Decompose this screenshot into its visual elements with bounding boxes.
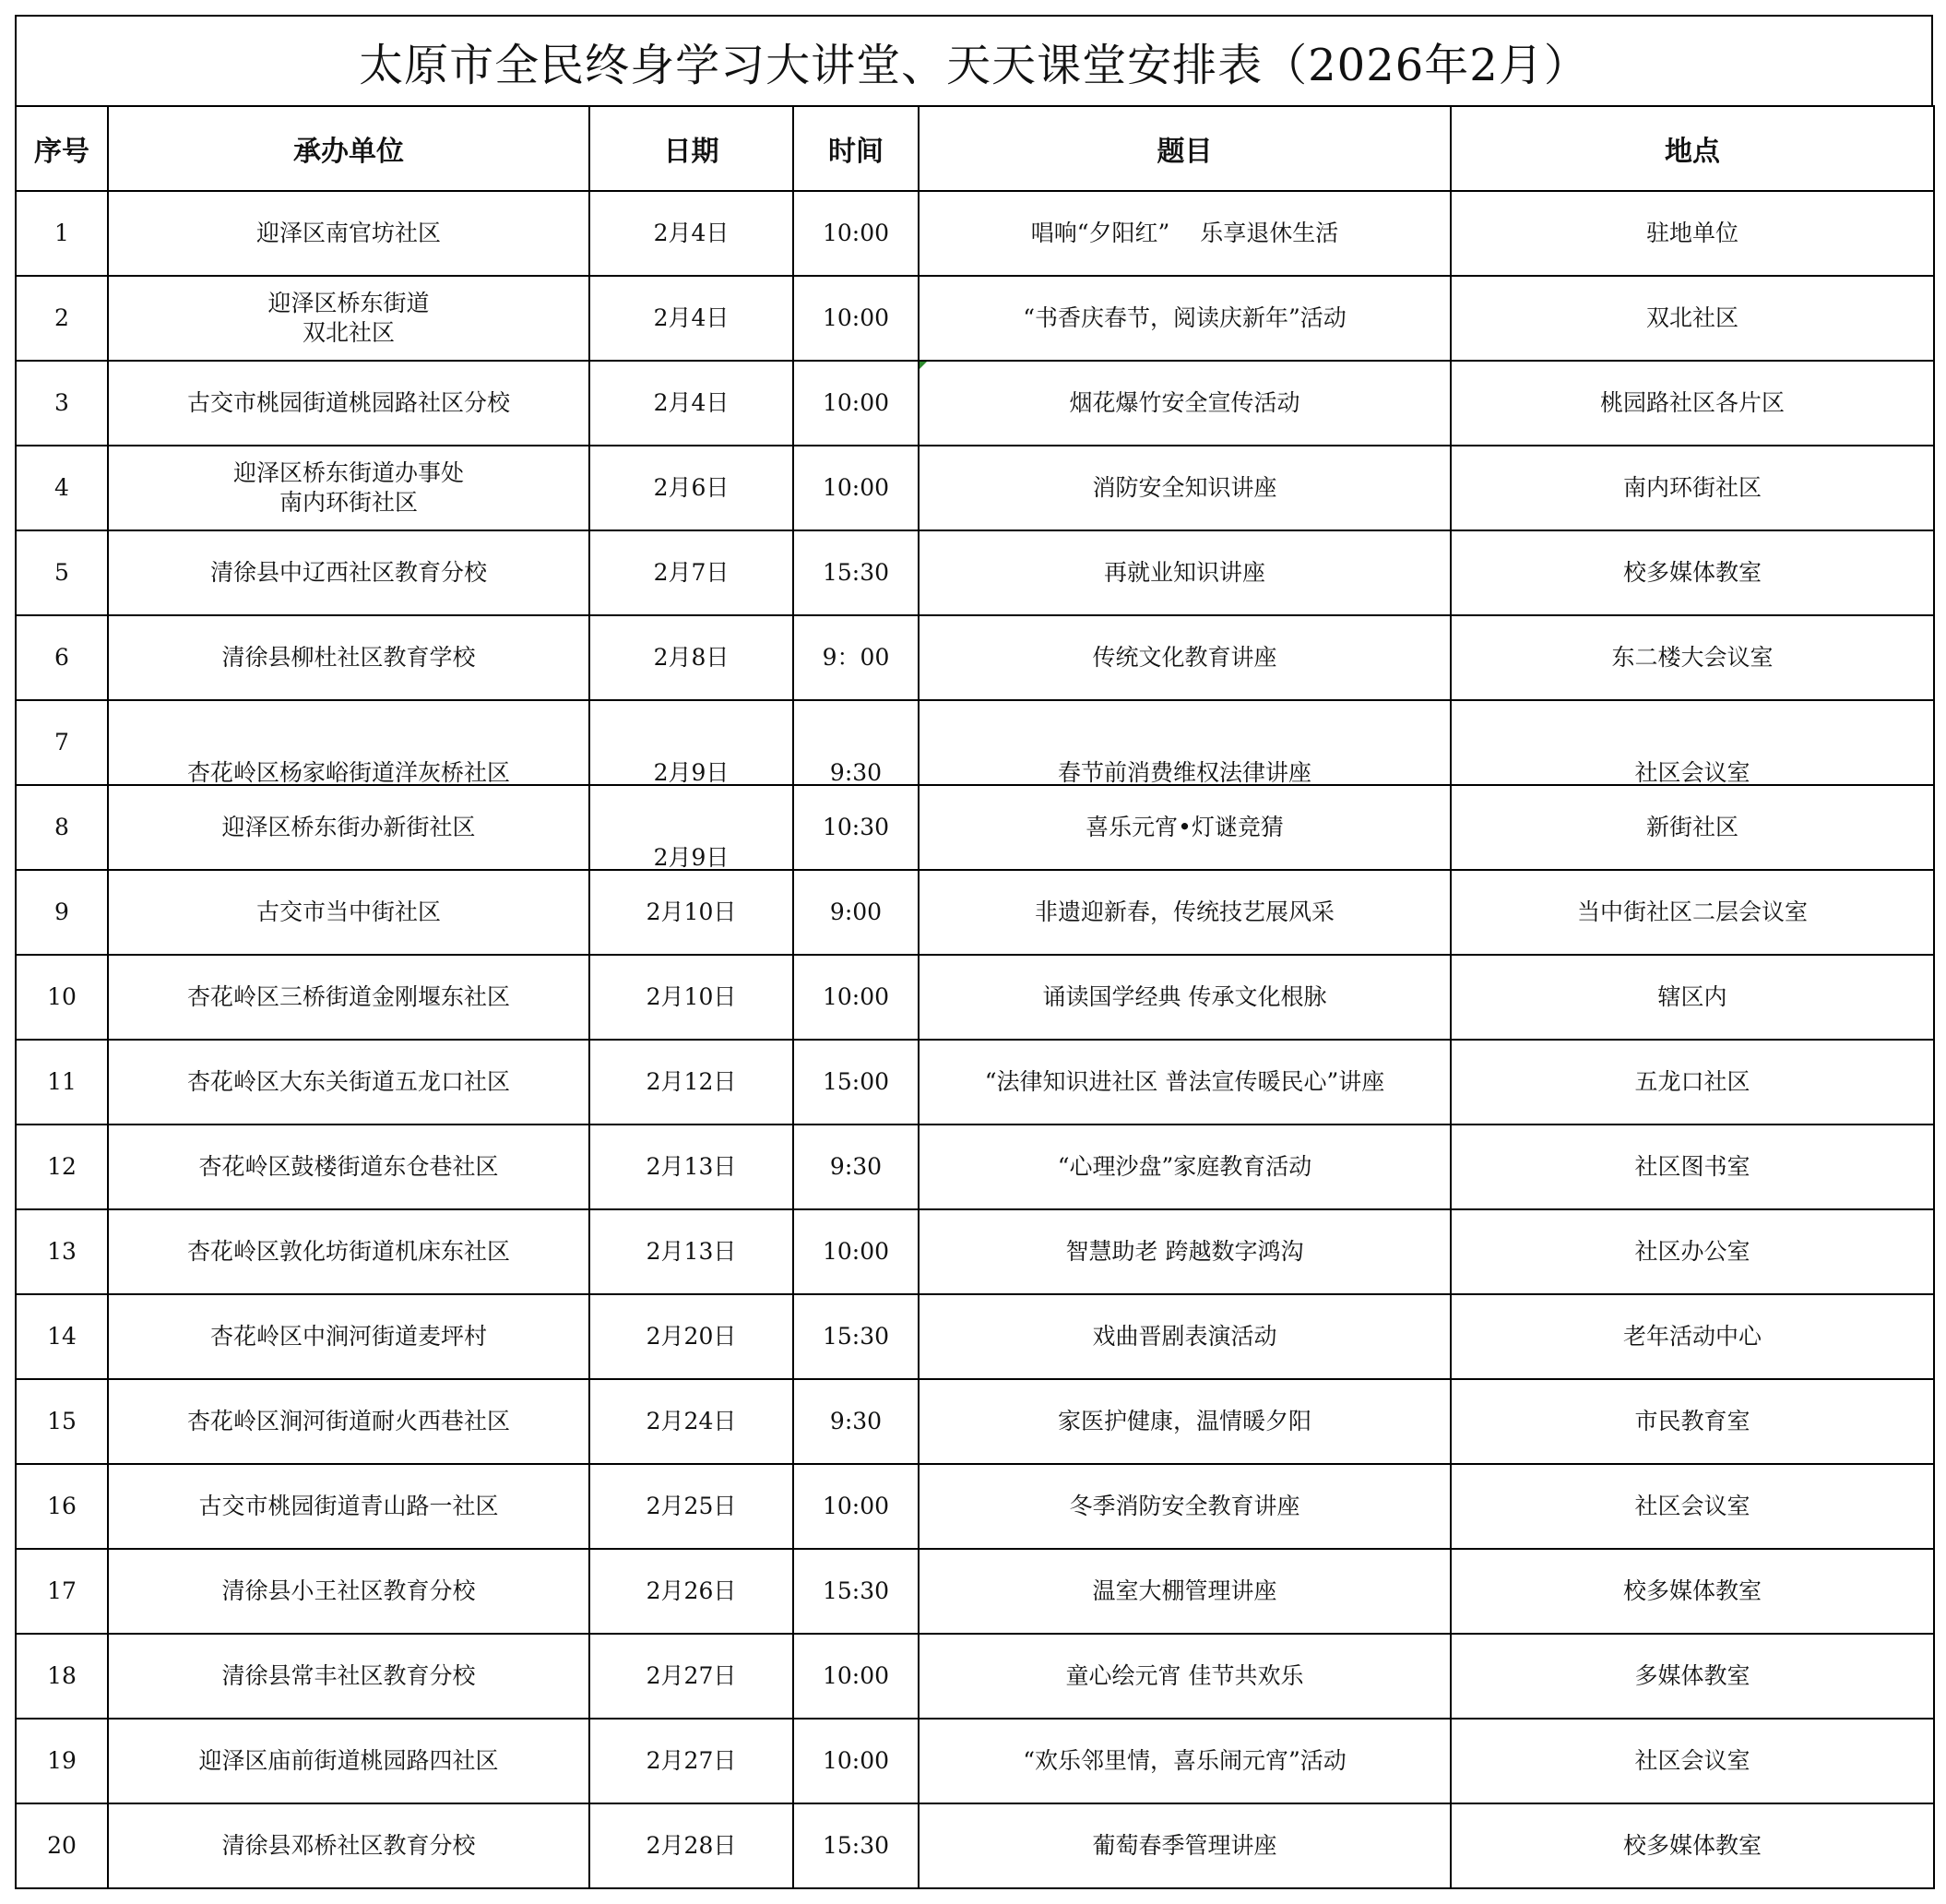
cell-no-text: 19 (47, 1747, 77, 1774)
table-header (16, 106, 1934, 191)
cell-location-text: 桃园路社区各片区 (1599, 389, 1785, 416)
cell-topic-text: 戏曲晋剧表演活动 (1092, 1323, 1277, 1350)
cell-no-text: 2 (54, 304, 69, 331)
cell-topic (919, 1634, 1451, 1719)
cell-location (1451, 1549, 1934, 1634)
cell-topic-text: “欢乐邻里情，喜乐闹元宵”活动 (1023, 1747, 1347, 1774)
cell-topic-text: 温室大棚管理讲座 (1092, 1577, 1277, 1604)
cell-comment-marker-icon (920, 362, 927, 369)
cell-org (108, 1040, 589, 1125)
cell-org-text: 古交市桃园街道青山路一社区 (198, 1493, 499, 1519)
header-row (16, 106, 1934, 191)
cell-time (793, 785, 919, 870)
cell-date (589, 530, 793, 615)
table-row (16, 1294, 1934, 1379)
table-row (16, 870, 1934, 955)
cell-time-text: 10:30 (822, 814, 890, 840)
cell-date-text: 2月13日 (646, 1238, 737, 1265)
cell-time (793, 1634, 919, 1719)
cell-location-text: 东二楼大会议室 (1611, 644, 1774, 671)
cell-date-text: 2月8日 (653, 644, 730, 671)
cell-date (589, 700, 793, 785)
cell-time-text: 10:00 (822, 983, 890, 1010)
cell-org (108, 785, 589, 870)
table-row (16, 615, 1934, 700)
cell-location (1451, 870, 1934, 955)
table-row (16, 530, 1934, 615)
cell-time (793, 1549, 919, 1634)
cell-location-text: 五龙口社区 (1634, 1068, 1750, 1095)
cell-topic (919, 870, 1451, 955)
cell-no-text: 20 (47, 1832, 77, 1859)
cell-location-text: 双北社区 (1645, 304, 1738, 331)
cell-no (16, 1125, 108, 1209)
cell-no-text: 11 (47, 1068, 77, 1095)
cell-org-text: 杏花岭区中涧河街道麦坪村 (209, 1323, 487, 1350)
cell-date-text: 2月24日 (646, 1408, 737, 1434)
cell-date (589, 1803, 793, 1888)
cell-topic (919, 615, 1451, 700)
cell-date-text: 2月13日 (646, 1153, 737, 1180)
cell-no-text: 6 (54, 644, 69, 671)
cell-topic (919, 191, 1451, 276)
cell-topic-text: “心理沙盘”家庭教育活动 (1057, 1153, 1312, 1180)
cell-org (108, 530, 589, 615)
cell-location (1451, 955, 1934, 1040)
cell-topic (919, 1125, 1451, 1209)
table-row (16, 361, 1934, 446)
cell-date (589, 1040, 793, 1125)
cell-org-text: 迎泽区南官坊社区 (255, 220, 441, 246)
cell-org-text: 杏花岭区大东关街道五龙口社区 (186, 1068, 510, 1095)
cell-date-text: 2月9日 (653, 844, 730, 870)
cell-org-text: 迎泽区桥东街办新街社区 (221, 814, 476, 840)
cell-topic-text: 再就业知识讲座 (1103, 559, 1265, 586)
cell-topic-text: 非遗迎新春，传统技艺展风采 (1034, 898, 1335, 925)
cell-time-text: 15:30 (822, 1832, 890, 1859)
cell-topic (919, 1719, 1451, 1803)
table-row (16, 1464, 1934, 1549)
cell-time (793, 446, 919, 530)
cell-time-text: 9:00 (829, 898, 883, 925)
cell-time (793, 1379, 919, 1464)
table-row (16, 446, 1934, 530)
cell-date-text: 2月7日 (653, 559, 730, 586)
cell-org-text: 迎泽区庙前街道桃园路四社区 (198, 1747, 499, 1774)
cell-no (16, 1294, 108, 1379)
cell-no-text: 7 (54, 729, 69, 756)
cell-location-text: 校多媒体教室 (1622, 1832, 1762, 1859)
cell-location (1451, 700, 1934, 785)
cell-date (589, 870, 793, 955)
cell-date (589, 955, 793, 1040)
table-row (16, 955, 1934, 1040)
table-row (16, 1719, 1934, 1803)
cell-topic (919, 955, 1451, 1040)
cell-org (108, 615, 589, 700)
cell-location-text: 校多媒体教室 (1622, 559, 1762, 586)
cell-location (1451, 1803, 1934, 1888)
header-org: 承办单位 (108, 106, 589, 191)
cell-location-text: 当中街社区二层会议室 (1576, 898, 1808, 925)
cell-org (108, 955, 589, 1040)
table-row (16, 1549, 1934, 1634)
cell-topic (919, 700, 1451, 785)
cell-time-text: 9：00 (822, 644, 890, 671)
cell-date-text: 2月26日 (646, 1577, 737, 1604)
cell-location (1451, 1719, 1934, 1803)
cell-org (108, 1634, 589, 1719)
table-row (16, 1209, 1934, 1294)
cell-no-text: 17 (47, 1577, 77, 1604)
cell-location (1451, 191, 1934, 276)
cell-no-text: 10 (47, 983, 77, 1010)
header-location: 地点 (1451, 106, 1934, 191)
table-body (16, 191, 1934, 1888)
cell-location (1451, 1209, 1934, 1294)
cell-no (16, 785, 108, 870)
cell-org-text: 清徐县小王社区教育分校 (221, 1577, 476, 1604)
cell-date (589, 1549, 793, 1634)
cell-time-text: 10:00 (822, 304, 890, 331)
header-no: 序号 (16, 106, 108, 191)
cell-location-text: 校多媒体教室 (1622, 1577, 1762, 1604)
cell-topic-text: 唱响“夕阳红” 乐享退休生活 (1030, 220, 1339, 246)
cell-location-text: 老年活动中心 (1622, 1323, 1762, 1350)
cell-no-text: 13 (47, 1238, 77, 1265)
cell-time-text: 9:30 (829, 1153, 883, 1180)
cell-date-text: 2月27日 (646, 1747, 737, 1774)
cell-time (793, 955, 919, 1040)
cell-time-text: 10:00 (822, 1662, 890, 1689)
cell-time (793, 700, 919, 785)
cell-date-text: 2月9日 (653, 759, 730, 785)
cell-org (108, 1209, 589, 1294)
cell-time-text: 15:00 (822, 1068, 890, 1095)
cell-topic-text: 葡萄春季管理讲座 (1092, 1832, 1277, 1859)
cell-no (16, 1634, 108, 1719)
cell-location-text: 多媒体教室 (1634, 1662, 1750, 1689)
cell-location (1451, 361, 1934, 446)
cell-date (589, 446, 793, 530)
cell-no-text: 9 (54, 898, 69, 925)
cell-no (16, 1379, 108, 1464)
cell-location-text: 社区会议室 (1634, 759, 1750, 785)
cell-topic-text: 童心绘元宵 佳节共欢乐 (1065, 1662, 1304, 1689)
cell-no-text: 8 (54, 814, 69, 840)
cell-no-text: 5 (54, 559, 69, 586)
cell-no-text: 1 (54, 220, 69, 246)
cell-location-text: 南内环街社区 (1622, 474, 1762, 501)
cell-location-text: 辖区内 (1657, 983, 1727, 1010)
cell-no (16, 955, 108, 1040)
cell-date-text: 2月4日 (653, 389, 730, 416)
cell-topic (919, 1464, 1451, 1549)
cell-location (1451, 276, 1934, 361)
cell-org-text: 清徐县邓桥社区教育分校 (221, 1832, 476, 1859)
cell-no (16, 1549, 108, 1634)
cell-time (793, 361, 919, 446)
cell-time (793, 1464, 919, 1549)
table-row (16, 1125, 1934, 1209)
cell-time-text: 9:30 (829, 1408, 883, 1434)
cell-no (16, 446, 108, 530)
cell-location-text: 社区办公室 (1634, 1238, 1750, 1265)
cell-no-text: 4 (54, 474, 69, 501)
cell-no-text: 18 (47, 1662, 77, 1689)
cell-topic-text: 家医护健康，温情暖夕阳 (1057, 1408, 1311, 1434)
cell-time (793, 1209, 919, 1294)
cell-topic-text: 诵读国学经典 传承文化根脉 (1042, 983, 1327, 1010)
table-row (16, 1040, 1934, 1125)
page-title: 太原市全民终身学习大讲堂、天天课堂安排表（2026年2月） (15, 15, 1933, 105)
cell-date-text: 2月28日 (646, 1832, 737, 1859)
cell-org-text: 古交市当中街社区 (255, 898, 441, 925)
cell-location-text: 新街社区 (1645, 814, 1738, 840)
cell-org-text: 杏花岭区敦化坊街道机床东社区 (186, 1238, 510, 1265)
cell-org-text: 迎泽区桥东街道 双北社区 (267, 290, 430, 346)
cell-location (1451, 1634, 1934, 1719)
cell-time (793, 1040, 919, 1125)
cell-org-text: 清徐县常丰社区教育分校 (221, 1662, 476, 1689)
cell-topic-text: 智慧助老 跨越数字鸿沟 (1065, 1238, 1304, 1265)
cell-time-text: 15:30 (822, 1323, 890, 1350)
cell-time (793, 276, 919, 361)
cell-time-text: 10:00 (822, 389, 890, 416)
cell-date (589, 1209, 793, 1294)
cell-date (589, 1464, 793, 1549)
table-row (16, 700, 1934, 785)
cell-date-text: 2月25日 (646, 1493, 737, 1519)
header-topic: 题目 (919, 106, 1451, 191)
cell-org (108, 1719, 589, 1803)
cell-no-text: 14 (47, 1323, 77, 1350)
cell-no (16, 361, 108, 446)
cell-topic (919, 1549, 1451, 1634)
cell-date (589, 1125, 793, 1209)
cell-date-text: 2月12日 (646, 1068, 737, 1095)
cell-location (1451, 1464, 1934, 1549)
cell-time-text: 10:00 (822, 474, 890, 501)
cell-date-text: 2月27日 (646, 1662, 737, 1689)
cell-no-text: 15 (47, 1408, 77, 1434)
cell-location-text: 市民教育室 (1634, 1408, 1750, 1434)
cell-org (108, 361, 589, 446)
cell-org (108, 276, 589, 361)
cell-time-text: 15:30 (822, 1577, 890, 1604)
table-row (16, 191, 1934, 276)
cell-topic (919, 785, 1451, 870)
cell-no (16, 1719, 108, 1803)
cell-location (1451, 1379, 1934, 1464)
cell-date-text: 2月20日 (646, 1323, 737, 1350)
cell-time (793, 870, 919, 955)
table-row (16, 276, 1934, 361)
cell-no-text: 16 (47, 1493, 77, 1519)
cell-date-text: 2月4日 (653, 304, 730, 331)
cell-topic-text: “法律知识进社区 普法宣传暖民心”讲座 (984, 1068, 1385, 1095)
cell-org (108, 1379, 589, 1464)
cell-org-text: 清徐县柳杜社区教育学校 (221, 644, 476, 671)
cell-topic-text: 传统文化教育讲座 (1092, 644, 1277, 671)
cell-org-text: 古交市桃园街道桃园路社区分校 (186, 389, 510, 416)
cell-time-text: 10:00 (822, 1747, 890, 1774)
header-time: 时间 (793, 106, 919, 191)
cell-no (16, 1464, 108, 1549)
cell-time-text: 15:30 (822, 559, 890, 586)
cell-date (589, 191, 793, 276)
cell-location (1451, 1294, 1934, 1379)
cell-location (1451, 1040, 1934, 1125)
cell-org (108, 191, 589, 276)
cell-date (589, 1719, 793, 1803)
cell-topic-text: 消防安全知识讲座 (1092, 474, 1277, 501)
cell-org (108, 1803, 589, 1888)
cell-no (16, 1803, 108, 1888)
cell-org (108, 1549, 589, 1634)
cell-date-text: 2月4日 (653, 220, 730, 246)
cell-topic (919, 1379, 1451, 1464)
table-row (16, 1803, 1934, 1888)
cell-no-text: 12 (47, 1153, 77, 1180)
cell-location-text: 社区会议室 (1634, 1747, 1750, 1774)
cell-date (589, 276, 793, 361)
cell-location-text: 社区图书室 (1634, 1153, 1750, 1180)
cell-topic (919, 1040, 1451, 1125)
cell-location (1451, 446, 1934, 530)
cell-date (589, 1294, 793, 1379)
cell-time-text: 10:00 (822, 220, 890, 246)
cell-org (108, 446, 589, 530)
cell-date-text: 2月6日 (653, 474, 730, 501)
cell-date-text: 2月10日 (646, 898, 737, 925)
cell-location (1451, 530, 1934, 615)
cell-no (16, 530, 108, 615)
cell-location (1451, 1125, 1934, 1209)
cell-no (16, 191, 108, 276)
cell-topic-text: “书香庆春节，阅读庆新年”活动 (1023, 304, 1347, 331)
cell-org-text: 杏花岭区三桥街道金刚堰东社区 (186, 983, 510, 1010)
cell-topic (919, 276, 1451, 361)
cell-no (16, 1209, 108, 1294)
cell-no (16, 1040, 108, 1125)
cell-org (108, 870, 589, 955)
cell-time (793, 615, 919, 700)
cell-no (16, 615, 108, 700)
cell-topic (919, 1294, 1451, 1379)
table-row (16, 1634, 1934, 1719)
cell-date (589, 1379, 793, 1464)
cell-location (1451, 785, 1934, 870)
cell-topic-text: 喜乐元宵•灯谜竞猜 (1086, 814, 1284, 840)
cell-time (793, 1125, 919, 1209)
header-date: 日期 (589, 106, 793, 191)
cell-location-text: 驻地单位 (1645, 220, 1738, 246)
cell-time-text: 10:00 (822, 1493, 890, 1519)
cell-org-text: 迎泽区桥东街道办事处 南内环街社区 (232, 459, 464, 516)
cell-time-text: 9:30 (829, 759, 883, 785)
cell-no (16, 276, 108, 361)
cell-org (108, 1125, 589, 1209)
cell-date-text: 2月10日 (646, 983, 737, 1010)
cell-topic-text: 春节前消费维权法律讲座 (1057, 759, 1311, 785)
cell-org (108, 700, 589, 785)
schedule-table (15, 105, 1935, 1889)
table-row (16, 785, 1934, 870)
cell-time (793, 1719, 919, 1803)
cell-org-text: 杏花岭区鼓楼街道东仓巷社区 (198, 1153, 499, 1180)
cell-topic-text: 烟花爆竹安全宣传活动 (1069, 389, 1300, 416)
cell-date (589, 615, 793, 700)
cell-date (589, 1634, 793, 1719)
cell-org-text: 杏花岭区涧河街道耐火西巷社区 (186, 1408, 510, 1434)
cell-org (108, 1294, 589, 1379)
cell-time (793, 1294, 919, 1379)
cell-date (589, 785, 793, 870)
cell-topic (919, 530, 1451, 615)
cell-no-text: 3 (54, 389, 69, 416)
cell-topic (919, 1803, 1451, 1888)
cell-topic (919, 446, 1451, 530)
cell-time (793, 530, 919, 615)
cell-time-text: 10:00 (822, 1238, 890, 1265)
table-row (16, 1379, 1934, 1464)
cell-time (793, 1803, 919, 1888)
cell-topic (919, 1209, 1451, 1294)
cell-topic-text: 冬季消防安全教育讲座 (1069, 1493, 1300, 1519)
cell-org (108, 1464, 589, 1549)
cell-location-text: 社区会议室 (1634, 1493, 1750, 1519)
cell-org-text: 杏花岭区杨家峪街道洋灰桥社区 (186, 759, 510, 785)
cell-date (589, 361, 793, 446)
cell-location (1451, 615, 1934, 700)
cell-no (16, 700, 108, 785)
cell-org-text: 清徐县中辽西社区教育分校 (209, 559, 487, 586)
cell-time (793, 191, 919, 276)
cell-topic (919, 361, 1451, 446)
cell-no (16, 870, 108, 955)
schedule-sheet (15, 15, 1933, 1889)
